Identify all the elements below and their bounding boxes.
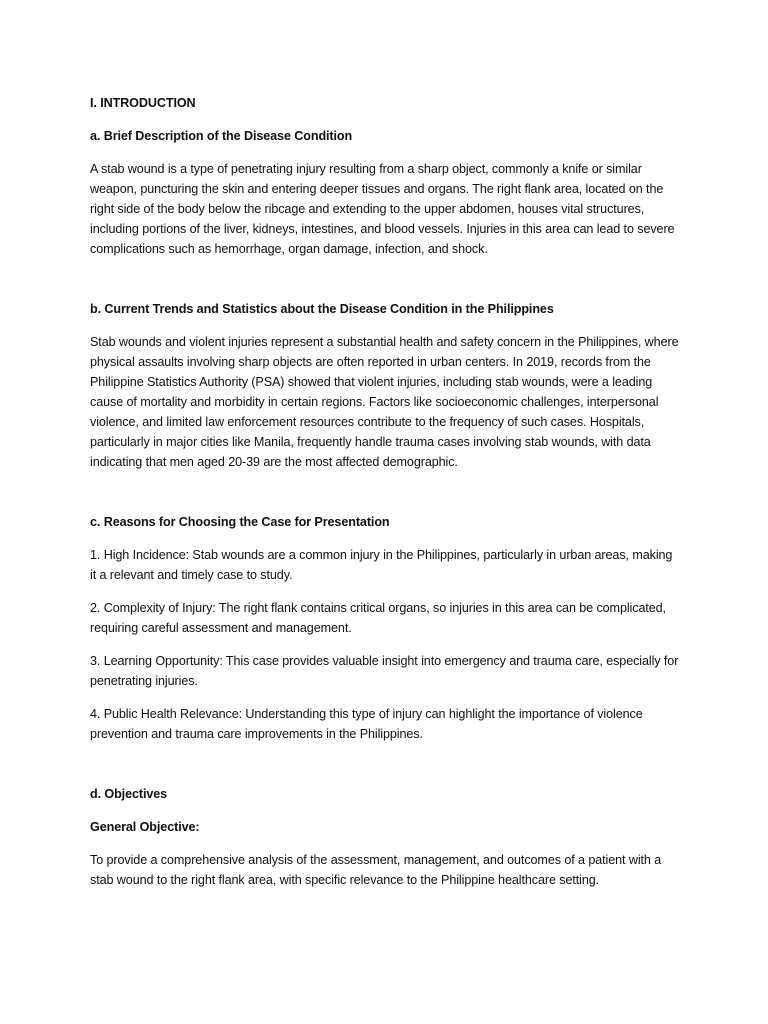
- list-item: 1. High Incidence: Stab wounds are a common injury in the Philippines, particularly in urban areas, making it a relevant and timely case to study.: [90, 548, 673, 582]
- section-a-body: A stab wound is a type of penetrating injury resulting from a sharp object, commonly a knife or similar weapon, puncturing the skin and entering deeper tissues and organs. The right flank area, located on the right side of the body below the ribcage and extending to the upper abdomen, houses vital structures, including portions of the liver, kidneys, intestines, and blood vessels. Injuries in this area can lead to severe complications such as hemorrhage, organ damage, infection, and shock.: [90, 162, 675, 256]
- section-d-heading: d. Objectives: [90, 787, 168, 801]
- intro-heading: I. INTRODUCTION: [90, 96, 196, 110]
- list-item: 2. Complexity of Injury: The right flank contains critical organs, so injuries in this area can be complicated, requiring careful assessment and management.: [90, 601, 666, 635]
- section-a-heading: a. Brief Description of the Disease Condition: [90, 129, 353, 143]
- section-b-body: Stab wounds and violent injuries represent a substantial health and safety concern in the Philippines, where physical assaults involving sharp objects are often reported in urban centers. In 2019, records from the Philippine Statistics Authority (PSA) showed that violent injuries, including stab wounds, were a leading cause of mortality and morbidity in certain regions. Factors like socioeconomic challenges, interpersonal violence, and limited law enforcement resources contribute to the frequency of such cases. Hospitals, particularly in major cities like Manila, frequently handle trauma cases involving stab wounds, with data indicating that men aged 20-39 are the most affected demographic.: [90, 335, 679, 469]
- list-item: 3. Learning Opportunity: This case provides valuable insight into emergency and trauma care, especially for penetrating injuries.: [90, 654, 679, 688]
- general-objective-label: General Objective:: [90, 820, 200, 834]
- section-b-heading: b. Current Trends and Statistics about the Disease Condition in the Philippines: [90, 302, 554, 316]
- list-item: 4. Public Health Relevance: Understanding this type of injury can highlight the importance of violence prevention and trauma care improvements in the Philippines.: [90, 707, 643, 741]
- document-page: [90, 93, 680, 903]
- section-c-heading: c. Reasons for Choosing the Case for Presentation: [90, 515, 390, 529]
- general-objective-text: To provide a comprehensive analysis of the assessment, management, and outcomes of a patient with a stab wound to the right flank area, with specific relevance to the Philippine healthcare setting.: [90, 853, 662, 887]
